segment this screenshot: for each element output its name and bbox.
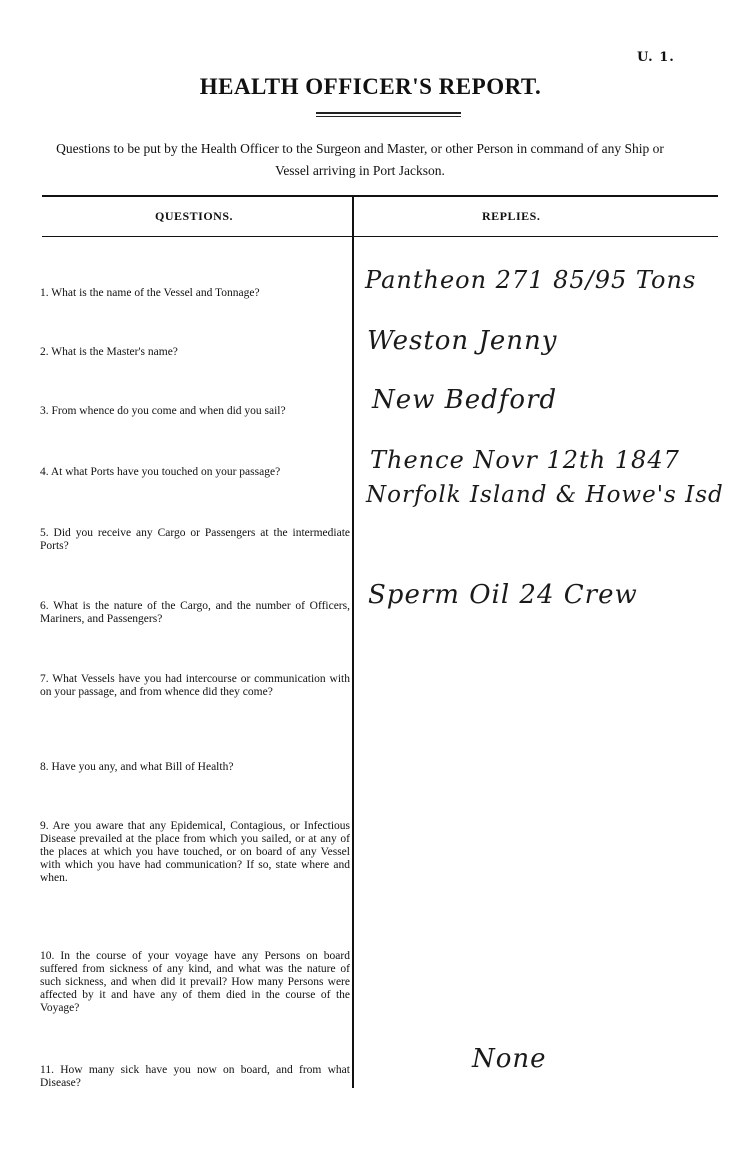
reply-cargo-crew: Sperm Oil 24 Crew: [368, 580, 638, 610]
intro-text: Questions to be put by the Health Officer to the Surgeon and Master, or other Person in command of any Ship or Vessel arriving in Port Jackson.: [56, 141, 664, 178]
reply-vessel-tonnage: Pantheon 271 85/95 Tons: [365, 266, 697, 294]
question-1: 1. What is the name of the Vessel and Tonnage?: [40, 287, 260, 299]
question-11: 11. How many sick have you now on board, and from what Disease?: [40, 1064, 350, 1089]
table-top-rule: [42, 195, 718, 197]
reply-sick-on-board: None: [472, 1044, 547, 1074]
reply-sailed-date: Thence Novr 12th 1847: [370, 446, 680, 474]
report-title: HEALTH OFFICER'S REPORT.: [199, 74, 542, 99]
question-6: 6. What is the nature of the Cargo, and the number of Officers, Mariners, and Passengers?: [40, 600, 350, 625]
column-divider: [352, 196, 354, 1088]
questions-column-header: QUESTIONS.: [155, 209, 234, 223]
question-2: 2. What is the Master's name?: [40, 346, 178, 358]
form-code: U. 1.: [637, 50, 675, 65]
question-10: 10. In the course of your voyage have any Persons on board suffered from sickness of any kind, and what was the nature of such sickness, and when did it prevail? How many Persons were affected by it and have any of them died in the course of the Voyage?: [40, 950, 350, 1014]
reply-master-name: Weston Jenny: [367, 326, 558, 356]
reply-from-whence: New Bedford: [372, 385, 558, 415]
title-underline-thin: [316, 116, 461, 117]
question-4: 4. At what Ports have you touched on your passage?: [40, 466, 281, 478]
table-header-rule: [42, 236, 718, 237]
title-underline: [316, 112, 461, 114]
replies-column-header: REPLIES.: [482, 209, 541, 223]
question-9: 9. Are you aware that any Epidemical, Contagious, or Infectious Disease prevailed at the place from which you sailed, or at any of the places at which you have touched, or on board of any Vessel with which you have had communication? If so, state where and when.: [40, 820, 350, 884]
question-8: 8. Have you any, and what Bill of Health?: [40, 761, 234, 773]
reply-ports-touched: Norfolk Island & Howe's Isd: [366, 482, 724, 508]
question-5: 5. Did you receive any Cargo or Passengers at the intermediate Ports?: [40, 527, 350, 552]
question-7: 7. What Vessels have you had intercourse or communication with on your passage, and from whence did they come?: [40, 673, 350, 698]
question-3: 3. From whence do you come and when did you sail?: [40, 405, 286, 417]
